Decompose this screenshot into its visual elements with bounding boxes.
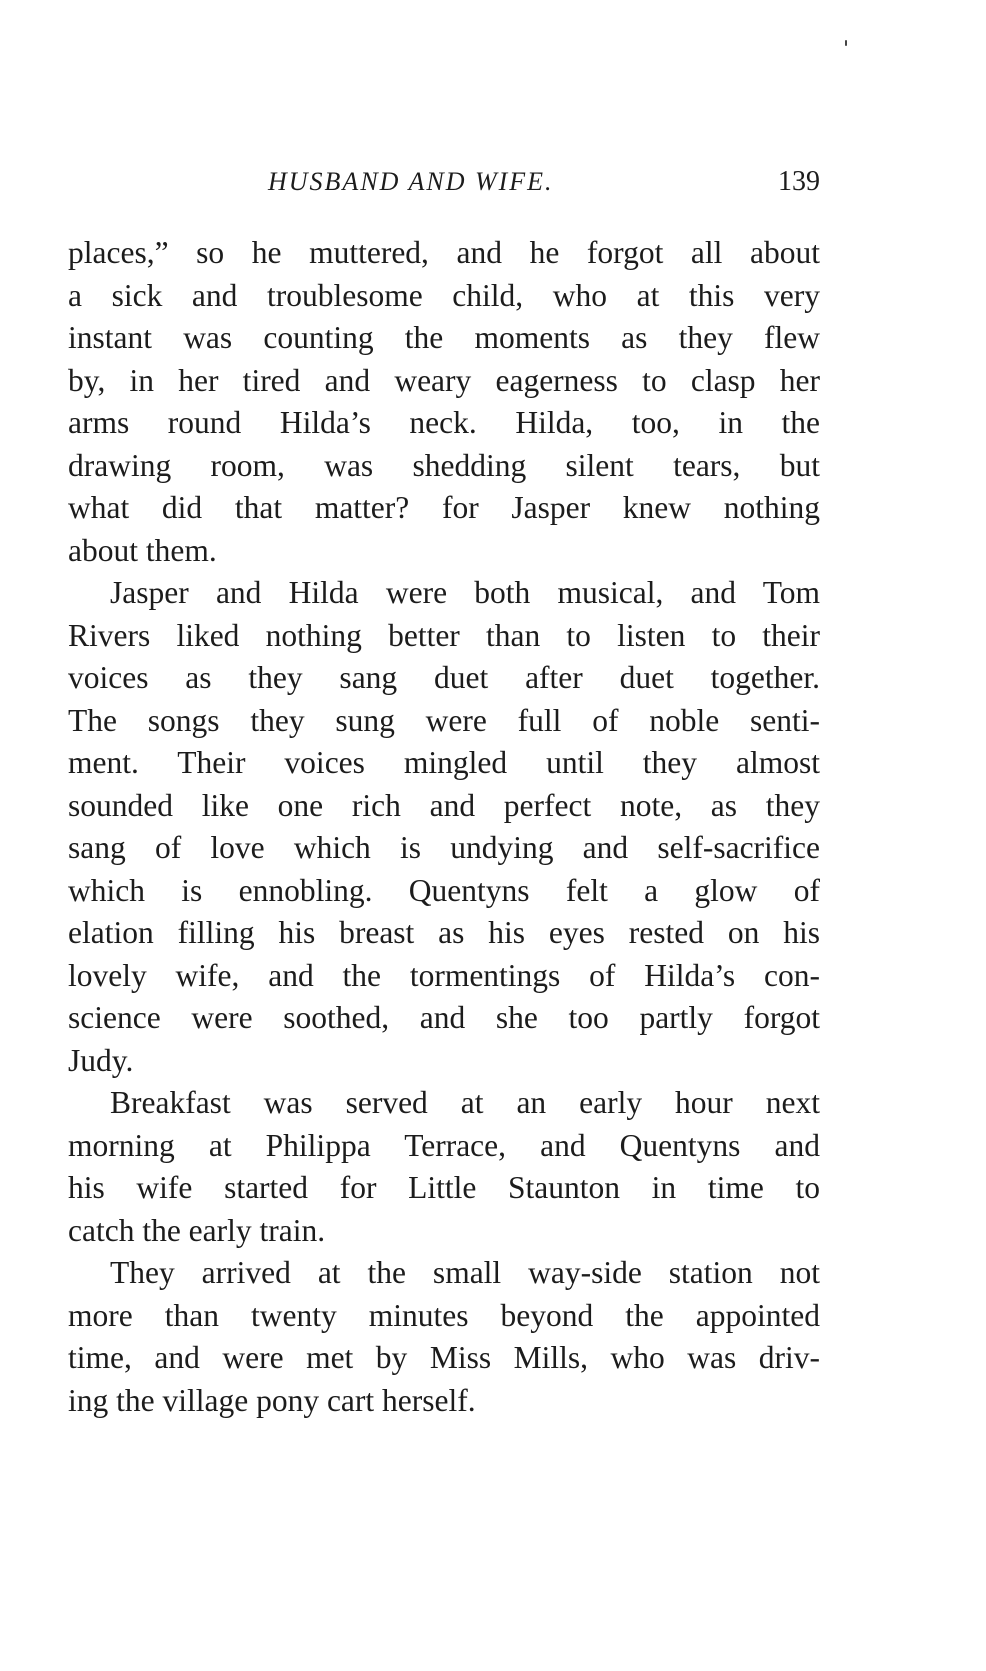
running-header bbox=[68, 165, 820, 205]
text-line: Jasper and Hilda were both musical, and Tom bbox=[110, 575, 820, 610]
running-title: HUSBAND AND WIFE. bbox=[268, 167, 554, 196]
paragraph bbox=[68, 1082, 820, 1252]
text-line: catch the early train. bbox=[68, 1212, 326, 1248]
text-line: places,” so he muttered, and he forgot all about bbox=[68, 235, 820, 270]
text-line: more than twenty minutes beyond the appointed bbox=[68, 1297, 820, 1333]
text-line: Judy. bbox=[68, 1042, 134, 1078]
text-line: Rivers liked nothing better than to listen to their bbox=[68, 617, 820, 653]
text-line: about them. bbox=[68, 532, 217, 568]
text-line: elation filling his breast as his eyes rested on his bbox=[68, 915, 820, 950]
body-text bbox=[68, 232, 820, 1422]
text-line: which is ennobling. Quentyns felt a glow of bbox=[68, 872, 820, 908]
paragraph bbox=[68, 232, 820, 572]
text-line: by, in her tired and weary eagerness to clasp her bbox=[68, 362, 820, 398]
text-line: drawing room, was shedding silent tears, but bbox=[68, 447, 820, 483]
text-line: arms round Hilda’s neck. Hilda, too, in the bbox=[68, 405, 820, 440]
text-line: a sick and troublesome child, who at this very bbox=[68, 277, 820, 313]
text-line: Breakfast was served at an early hour next bbox=[110, 1085, 820, 1120]
text-line: voices as they sang duet after duet together. bbox=[68, 660, 820, 695]
text-line: science were soothed, and she too partly forgot bbox=[68, 1000, 820, 1035]
text-line: sang of love which is undying and self-sacrifice bbox=[68, 830, 820, 865]
text-line: morning at Philippa Terrace, and Quentyns and bbox=[68, 1127, 820, 1163]
text-line: time, and were met by Miss Mills, who was driv- bbox=[68, 1340, 820, 1375]
text-line: sounded like one rich and perfect note, as they bbox=[68, 787, 820, 823]
text-line: his wife started for Little Staunton in time to bbox=[68, 1170, 820, 1205]
text-line: lovely wife, and the tormentings of Hilda’s con- bbox=[68, 957, 820, 993]
page-number: 139 bbox=[778, 166, 820, 197]
text-line: ment. Their voices mingled until they almost bbox=[68, 745, 820, 780]
text-line: They arrived at the small way-side station not bbox=[110, 1255, 820, 1290]
text-line: instant was counting the moments as they flew bbox=[68, 320, 820, 355]
text-line: what did that matter? for Jasper knew nothing bbox=[68, 490, 820, 525]
paragraph bbox=[68, 1252, 820, 1422]
paragraph bbox=[68, 572, 820, 1082]
text-line: ing the village pony cart herself. bbox=[68, 1382, 476, 1418]
ink-speck bbox=[845, 40, 847, 46]
text-line: The songs they sung were full of noble senti- bbox=[68, 702, 820, 738]
